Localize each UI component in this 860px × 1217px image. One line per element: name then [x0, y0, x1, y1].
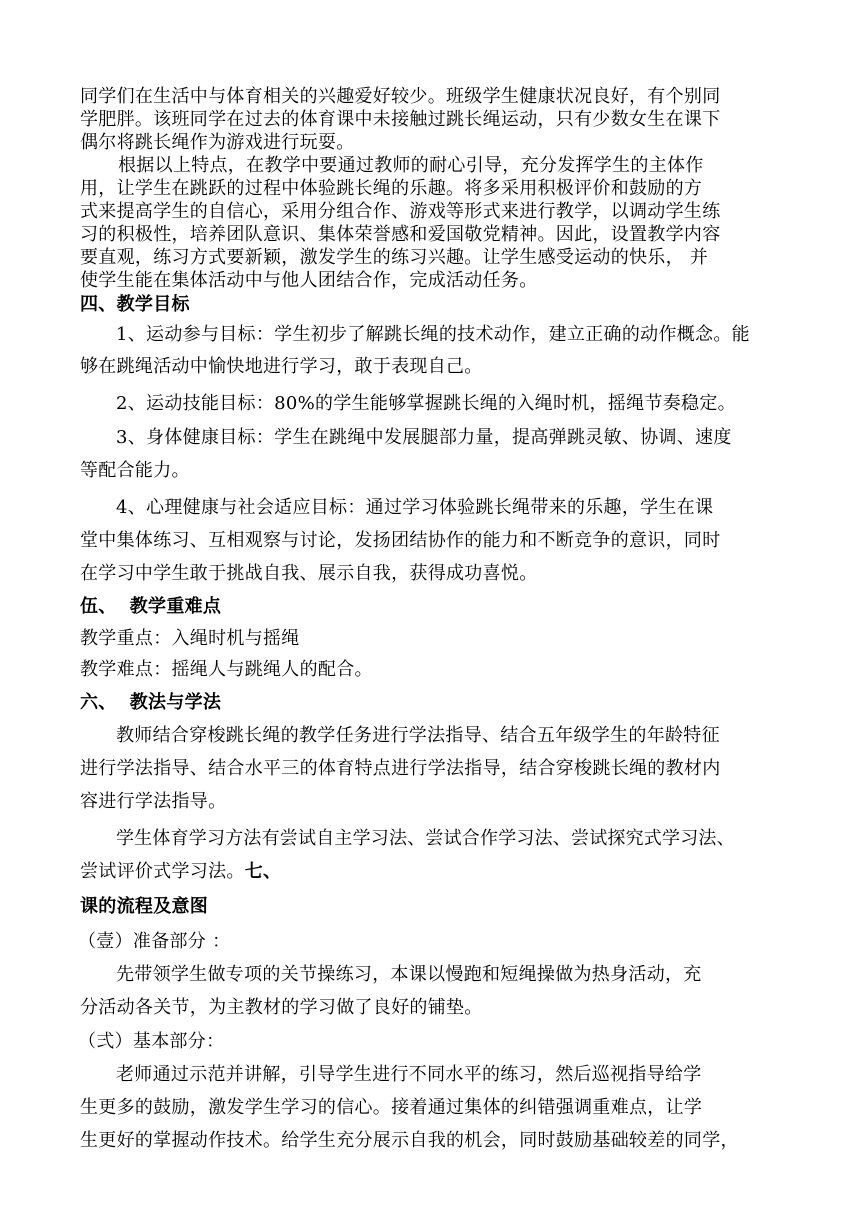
section-heading-key-points: 伍、 教学重难点 [80, 596, 222, 617]
section-heading-methods: 六、 教法与学法 [80, 692, 222, 713]
goal-line: 在学习中学生敢于挑战自我、展示自我，获得成功喜悦。 [80, 563, 538, 584]
paragraph-line: 习的积极性，培养团队意识、集体荣誉感和爱国敬党精神。因此，设置教学内容 [80, 224, 721, 245]
goal-line: 等配合能力。 [80, 460, 190, 481]
goal-line: 够在跳绳活动中愉快地进行学习，敢于表现自己。 [80, 356, 483, 377]
method-line: 容进行学法指导。 [80, 791, 227, 812]
preparation-line: 分活动各关节，为主教材的学习做了良好的铺垫。 [80, 997, 483, 1018]
method-line-text: 尝试评价式学习法。 [80, 861, 245, 882]
difficult-point-line: 教学难点：摇绳人与跳绳人的配合。 [80, 659, 373, 680]
goal-line: 4、心理健康与社会适应目标：通过学习体验跳长绳带来的乐趣，学生在课 [116, 497, 714, 518]
goal-line: 1、运动参与目标：学生初步了解跳长绳的技术动作，建立正确的动作概念。能 [116, 324, 750, 345]
paragraph-line: 同学们在生活中与体育相关的兴趣爱好较少。班级学生健康状况良好，有个别同 [80, 86, 721, 107]
paragraph-line: 使学生能在集体活动中与他人团结合作，完成活动任务。 [80, 270, 538, 291]
paragraph-line: 式来提高学生的自信心，采用分组合作、游戏等形式来进行教学，以调动学生练 [80, 201, 721, 222]
paragraph-line: 学肥胖。该班同学在过去的体育课中未接触过跳长绳运动，只有少数女生在课下 [80, 109, 721, 130]
paragraph-line: 要直观，练习方式要新颖，激发学生的练习兴趣。让学生感受运动的快乐， 并 [80, 247, 709, 268]
key-point-line: 教学重点：入绳时机与摇绳 [80, 628, 300, 649]
section-heading-goals: 四、教学目标 [80, 294, 190, 315]
paragraph-line: 用，让学生在跳跃的过程中体验跳长绳的乐趣。将多采用积极评价和鼓励的方 [80, 178, 703, 199]
subsection-heading-preparation: （壹）准备部分 ： [78, 931, 231, 952]
basic-line: 生更好的掌握动作技术。给学生充分展示自我的机会，同时鼓励基础较差的同学， [80, 1130, 739, 1151]
method-line: 进行学法指导、结合水平三的体育特点进行学法指导，结合穿梭跳长绳的教材内 [80, 758, 721, 779]
basic-line: 生更多的鼓励，激发学生学习的信心。接着通过集体的纠错强调重难点，让学 [80, 1097, 703, 1118]
method-line: 教师结合穿梭跳长绳的教学任务进行学法指导、结合五年级学生的年龄特征 [116, 725, 720, 746]
section-heading-flow: 课的流程及意图 [80, 896, 209, 917]
preparation-line: 先带领学生做专项的关节操练习，本课以慢跑和短绳操做为热身活动，充 [116, 964, 702, 985]
goal-line: 3、身体健康目标：学生在跳绳中发展腿部力量，提高弹跳灵敏、协调、速度 [116, 427, 732, 448]
paragraph-line: 根据以上特点，在教学中要通过教师的耐心引导，充分发挥学生的主体作 [118, 155, 704, 176]
basic-line: 老师通过示范并讲解，引导学生进行不同水平的练习，然后巡视指导给学 [116, 1064, 702, 1085]
paragraph-line: 偶尔将跳长绳作为游戏进行玩耍。 [80, 132, 355, 153]
goal-line: 2、运动技能目标：80%的学生能够掌握跳长绳的入绳时机，摇绳节奏稳定。 [116, 393, 736, 414]
subsection-heading-basic: （弍）基本部分： [78, 1031, 225, 1052]
method-line-with-heading [80, 859, 281, 885]
goal-line: 堂中集体练习、互相观察与讨论，发扬团结协作的能力和不断竞争的意识，同时 [80, 530, 721, 551]
method-line: 学生体育学习方法有尝试自主学习法、尝试合作学习法、尝试探究式学习法、 [116, 828, 735, 849]
section-heading-number-7: 七、 [244, 861, 282, 882]
